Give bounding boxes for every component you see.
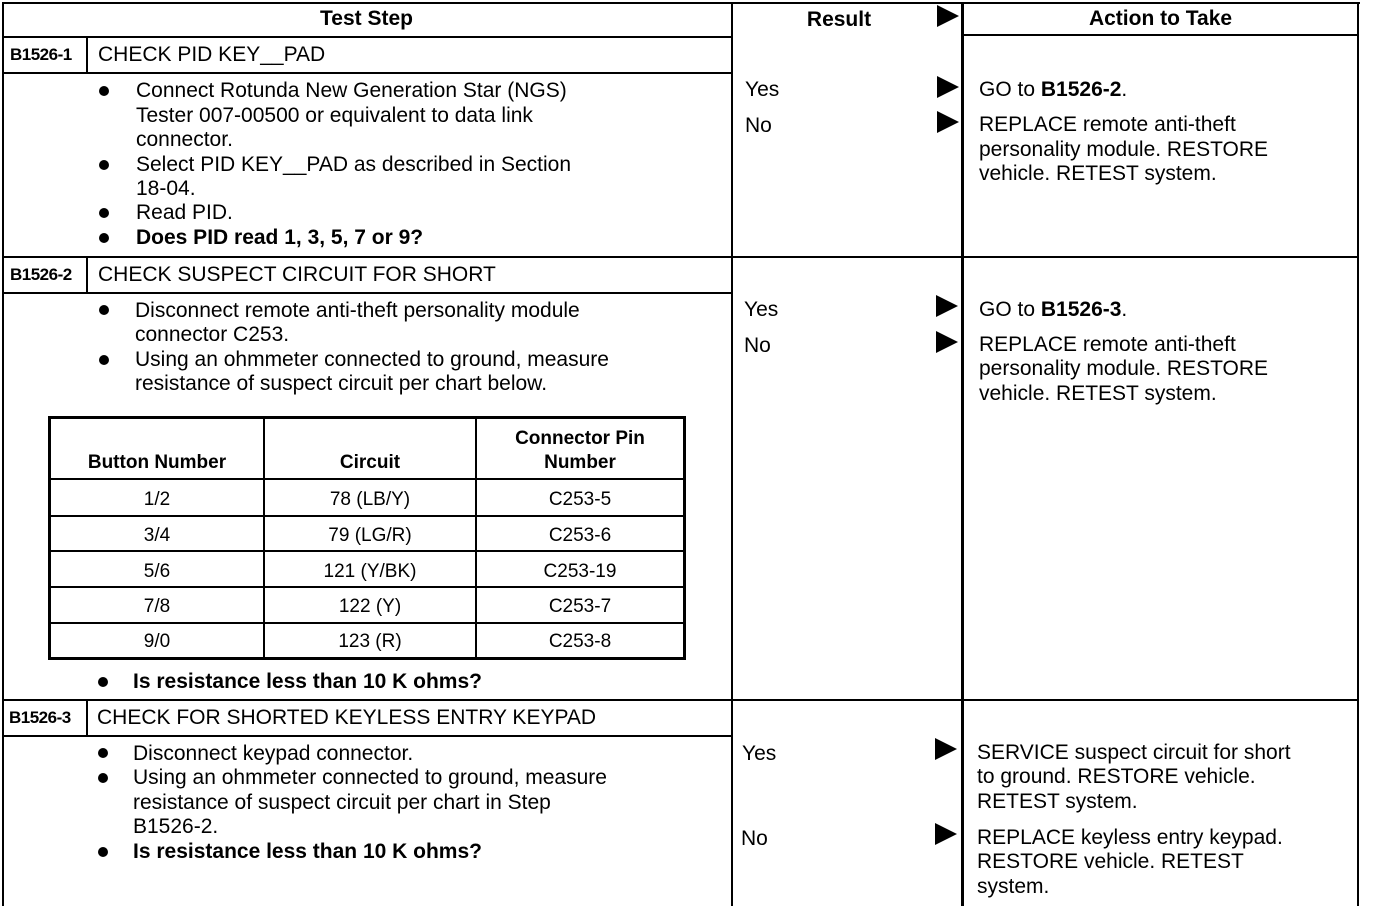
header-result-arrow-icon: [937, 5, 959, 27]
header-bottom-line-left: [2, 36, 733, 38]
pin-table-row-line: [51, 550, 683, 552]
header-bottom-line-right: [961, 34, 1359, 36]
table-cell: 7/8: [143, 596, 171, 617]
step-id: B1526-3: [9, 708, 71, 727]
result-no: No: [741, 827, 768, 850]
bullet-text-line: Using an ohmmeter connected to ground, measure: [135, 348, 609, 371]
table-cell: C253-7: [548, 596, 612, 617]
action-text-line: SERVICE suspect circuit for short: [977, 741, 1291, 764]
step-id: B1526-2: [10, 265, 72, 284]
column-divider-2: [961, 2, 964, 906]
step1-id-divider: [86, 36, 88, 73]
pin-table-row-line: [51, 478, 683, 480]
table-cell: C253-5: [548, 489, 612, 510]
question-text: Is resistance less than 10 K ohms?: [133, 840, 482, 863]
action-goto: [979, 298, 1127, 323]
action-goto-step: B1526-2: [1040, 78, 1122, 101]
pin-table-header-pin: Connector Pin: [515, 428, 645, 449]
header-test-step: Test Step: [320, 7, 413, 30]
bullet-text-line: resistance of suspect circuit per chart below.: [135, 372, 548, 395]
action-goto-step: B1526-3: [1040, 298, 1122, 321]
action-goto-suffix: .: [1121, 298, 1128, 321]
action-text-line: REPLACE keyless entry keypad.: [977, 826, 1283, 849]
table-cell: C253-8: [548, 631, 612, 652]
action-text-line: to ground. RESTORE vehicle.: [977, 765, 1256, 788]
step1-title-underline: [2, 72, 733, 74]
pin-table-header-button: Button Number: [87, 452, 227, 473]
step2-id-divider: [86, 257, 88, 293]
action-text-line: RETEST system.: [977, 790, 1138, 813]
action-text-line: vehicle. RETEST system.: [979, 162, 1217, 185]
pin-table-row-line: [51, 622, 683, 624]
bullet-icon: [99, 160, 109, 170]
bullet-text-line: 18-04.: [136, 177, 196, 200]
bullet-icon: [98, 773, 108, 783]
result-arrow-icon: [936, 331, 958, 353]
table-border-right: [1357, 2, 1359, 906]
result-no: No: [745, 114, 772, 137]
bullet-text-line: Using an ohmmeter connected to ground, measure: [133, 766, 607, 789]
bullet-icon: [99, 208, 109, 218]
pin-table-row-line: [51, 515, 683, 517]
action-goto-suffix: .: [1121, 78, 1128, 101]
pin-table-header-circuit: Circuit: [339, 452, 401, 473]
bullet-text-line: Disconnect keypad connector.: [133, 742, 414, 765]
step-title: CHECK FOR SHORTED KEYLESS ENTRY KEYPAD: [97, 706, 597, 729]
result-arrow-icon: [937, 111, 959, 133]
bullet-text-line: resistance of suspect circuit per chart in Step: [133, 791, 551, 814]
table-cell: 9/0: [143, 631, 171, 652]
step2-title-underline: [2, 292, 733, 294]
table-cell: 5/6: [143, 561, 171, 582]
action-goto-prefix: GO to: [979, 78, 1041, 101]
table-cell: 122 (Y): [338, 596, 402, 617]
bullet-text-line: B1526-2.: [133, 815, 219, 838]
column-divider-1: [731, 2, 733, 906]
step2-bottom-line: [2, 699, 1359, 701]
action-goto: [979, 78, 1127, 103]
action-text-line: REPLACE remote anti-theft: [979, 333, 1236, 356]
action-text-line: REPLACE remote anti-theft: [979, 113, 1236, 136]
table-cell: 3/4: [143, 525, 171, 546]
result-yes: Yes: [744, 298, 779, 321]
bullet-text-line: connector.: [136, 128, 233, 151]
step-title: CHECK PID KEY__PAD: [98, 43, 326, 66]
bullet-icon: [99, 86, 109, 96]
table-cell: 79 (LG/R): [328, 525, 412, 546]
bullet-icon: [99, 233, 109, 243]
step-id: B1526-1: [10, 45, 72, 64]
action-text-line: RESTORE vehicle. RETEST: [977, 850, 1244, 873]
table-cell: C253-6: [548, 525, 612, 546]
result-yes: Yes: [742, 742, 777, 765]
bullet-icon: [98, 677, 108, 687]
question-text: Does PID read 1, 3, 5, 7 or 9?: [136, 226, 424, 249]
result-arrow-icon: [936, 295, 958, 317]
step3-id-divider: [86, 700, 88, 736]
bullet-text-line: Disconnect remote anti-theft personality module: [135, 299, 580, 322]
action-text-line: system.: [977, 875, 1050, 898]
bullet-text-line: Read PID.: [136, 201, 233, 224]
table-border-left: [2, 2, 4, 906]
action-text-line: personality module. RESTORE: [979, 357, 1269, 380]
pin-table-row-line: [51, 586, 683, 588]
result-arrow-icon: [937, 76, 959, 98]
step-title: CHECK SUSPECT CIRCUIT FOR SHORT: [98, 263, 496, 286]
result-arrow-icon: [935, 738, 957, 760]
step1-bottom-line: [2, 256, 1359, 258]
table-cell: C253-19: [543, 561, 617, 582]
bullet-text-line: connector C253.: [135, 323, 290, 346]
table-cell: 78 (LB/Y): [329, 489, 411, 510]
result-yes: Yes: [745, 78, 780, 101]
bullet-text-line: Connect Rotunda New Generation Star (NGS): [136, 79, 567, 102]
bullet-icon: [99, 305, 109, 315]
bullet-icon: [98, 748, 108, 758]
bullet-icon: [98, 847, 108, 857]
table-cell: 123 (R): [338, 631, 402, 652]
step3-title-underline: [2, 735, 733, 737]
bullet-icon: [99, 355, 109, 365]
action-text-line: vehicle. RETEST system.: [979, 382, 1217, 405]
action-goto-prefix: GO to: [979, 298, 1041, 321]
header-action: Action to Take: [1088, 7, 1233, 30]
action-text-line: personality module. RESTORE: [979, 138, 1269, 161]
question-text: Is resistance less than 10 K ohms?: [133, 670, 482, 693]
bullet-text-line: Select PID KEY__PAD as described in Section: [136, 153, 572, 176]
header-result: Result: [806, 8, 872, 31]
bullet-text-line: Tester 007-00500 or equivalent to data link: [136, 104, 533, 127]
result-arrow-icon: [935, 823, 957, 845]
table-border-top: [2, 2, 1360, 4]
pin-table-header-pin: Number: [544, 452, 616, 473]
result-no: No: [744, 334, 771, 357]
table-cell: 1/2: [143, 489, 171, 510]
table-cell: 121 (Y/BK): [323, 561, 417, 582]
connector-pin-table: [48, 416, 686, 660]
